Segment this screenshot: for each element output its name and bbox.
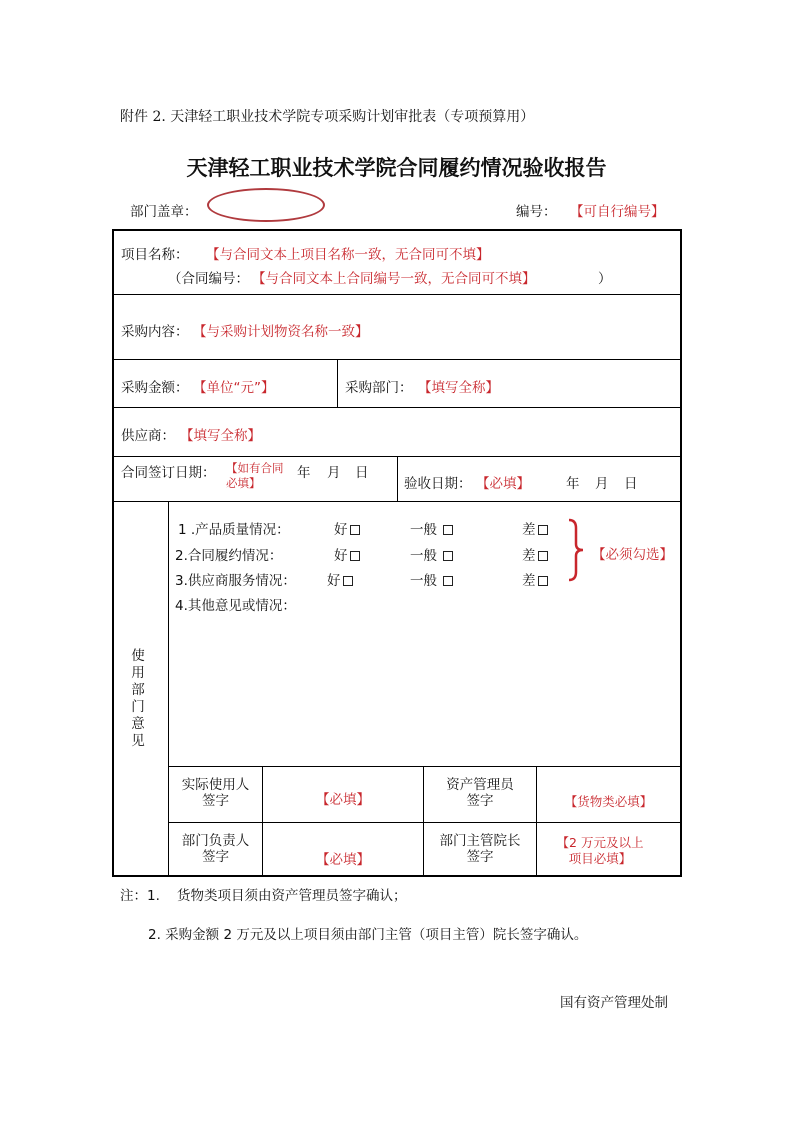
- contract-number-close: ）: [598, 271, 612, 287]
- purchase-dept-value: 【填写全称】: [418, 380, 499, 396]
- dept-seal-label: 部门盖章：: [130, 204, 198, 220]
- page-title: 天津轻工职业技术学院合同履约情况验收报告: [186, 156, 607, 180]
- contract-number-label: （合同编号：: [168, 271, 249, 287]
- item-supplier-service-bad[interactable]: 差: [522, 569, 548, 589]
- item-contract-performance-bad[interactable]: 差: [522, 544, 548, 564]
- seal-placeholder: [207, 188, 325, 222]
- contract-date-day: 日: [355, 465, 369, 481]
- user-dept-opinion-label: 使 用 部 门 意 见: [131, 648, 145, 749]
- item-contract-performance-good[interactable]: 好: [334, 544, 360, 564]
- checkbox-icon[interactable]: [350, 551, 360, 561]
- actual-user-sign-value[interactable]: 【必填】: [316, 792, 370, 808]
- item-product-quality-good[interactable]: 好: [334, 518, 360, 538]
- project-name-value: 【与合同文本上项目名称一致，无合同可不填】: [206, 247, 490, 263]
- acceptance-date-value: 【必填】: [476, 476, 530, 492]
- contract-number-value: 【与合同文本上合同编号一致，无合同可不填】: [252, 271, 536, 287]
- checkbox-icon[interactable]: [343, 576, 353, 586]
- actual-user-sign-label: 实际使用人 签字: [181, 777, 250, 809]
- acceptance-date-day: 日: [624, 476, 638, 492]
- item-product-quality-ok[interactable]: 一般: [410, 518, 453, 538]
- required-check-note: 【必须勾选】: [592, 547, 673, 563]
- item-contract-performance-ok[interactable]: 一般: [410, 544, 453, 564]
- amount-label: 采购金额：: [121, 380, 189, 396]
- dept-head-sign-label: 部门负责人 签字: [181, 833, 250, 865]
- project-name-label: 项目名称：: [121, 247, 189, 263]
- checkbox-icon[interactable]: [538, 525, 548, 535]
- contract-date-year: 年: [297, 465, 311, 481]
- item-product-quality-label: 1 .产品质量情况：: [178, 522, 290, 538]
- item-other-opinion-label: 4.其他意见或情况：: [175, 598, 296, 614]
- number-value: 【可自行编号】: [570, 204, 665, 220]
- checkbox-icon[interactable]: [538, 576, 548, 586]
- item-supplier-service-ok[interactable]: 一般: [410, 569, 453, 589]
- note-2: 2. 采购金额 2 万元及以上项目须由部门主管（项目主管）院长签字确认。: [148, 927, 588, 943]
- purchase-content-value: 【与采购计划物资名称一致】: [193, 324, 369, 340]
- amount-value: 【单位“元”】: [193, 380, 275, 396]
- item-product-quality-bad[interactable]: 差: [522, 518, 548, 538]
- contract-date-note: 【如有合同 必填】: [226, 461, 284, 490]
- item-supplier-service-good[interactable]: 好: [327, 569, 353, 589]
- note-1: 货物类项目须由资产管理员签字确认；: [177, 888, 407, 904]
- purchase-dept-label: 采购部门：: [345, 380, 413, 396]
- supplier-label: 供应商：: [121, 428, 175, 444]
- contract-date-label: 合同签订日期：: [121, 465, 216, 481]
- dept-head-sign-value[interactable]: 【必填】: [316, 852, 370, 868]
- item-supplier-service-label: 3.供应商服务情况：: [175, 573, 296, 589]
- checkbox-icon[interactable]: [350, 525, 360, 535]
- item-contract-performance-label: 2.合同履约情况：: [175, 548, 283, 564]
- vice-president-sign-value[interactable]: 【2 万元及以上 项目必填】: [556, 835, 644, 866]
- checkbox-icon[interactable]: [443, 576, 453, 586]
- number-label: 编号：: [516, 204, 557, 220]
- contract-date-month: 月: [327, 465, 341, 481]
- attachment-line: 附件 2. 天津轻工职业技术学院专项采购计划审批表（专项预算用）: [120, 109, 535, 125]
- checkbox-icon[interactable]: [538, 551, 548, 561]
- vice-president-sign-label: 部门主管院长 签字: [439, 833, 521, 865]
- acceptance-date-month: 月: [595, 476, 609, 492]
- asset-manager-sign-value[interactable]: 【货物类必填】: [564, 794, 653, 809]
- issuer: 国有资产管理处制: [560, 995, 668, 1011]
- supplier-value: 【填写全称】: [180, 428, 261, 444]
- acceptance-date-year: 年: [566, 476, 580, 492]
- checkbox-icon[interactable]: [443, 551, 453, 561]
- note-1-prefix: 注：1.: [120, 888, 160, 904]
- purchase-content-label: 采购内容：: [121, 324, 189, 340]
- checkbox-icon[interactable]: [443, 525, 453, 535]
- asset-manager-sign-label: 资产管理员 签字: [446, 777, 514, 809]
- brace-icon: [565, 518, 587, 582]
- acceptance-date-label: 验收日期：: [404, 476, 472, 492]
